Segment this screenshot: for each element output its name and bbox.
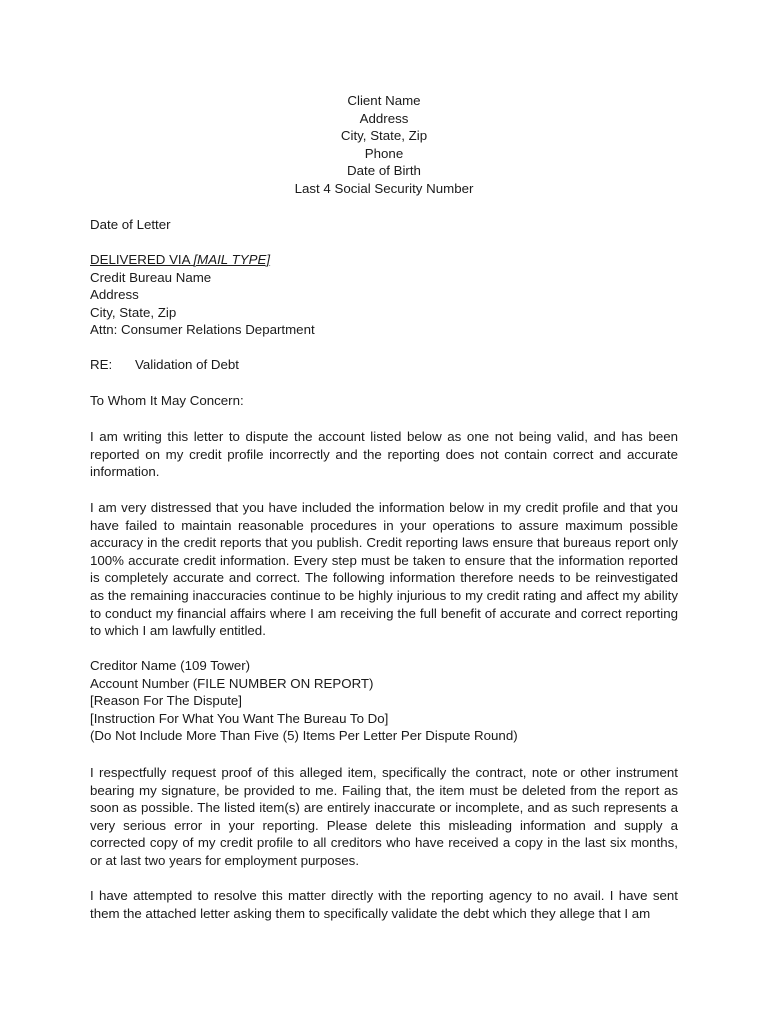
client-address: Address [359,110,409,126]
paragraph-distress: I am very distressed that you have included the information below in my credit profile and that you have failed to maintain reasonable procedures in your operations to assure maximum possible accuracy in the credit reports that you publish. Credit reporting laws ensure that bureaus report only 100% accurate credit information. Every step must be taken to ensure that the information reported is completely accurate and correct. The following information therefore needs to be reinvestigated as the remaining inaccuracies continue to be highly injurious to my credit rating and affect my ability to conduct my financial affairs where I am receiving the full benefit of accurate and correct reporting to which I am lawfully entitled. [90,500,678,639]
recipient-address: Address [90,287,139,303]
delivery-prefix: DELIVERED VIA [90,252,194,267]
salutation-block [90,392,678,410]
recipient-bureau-name: Credit Bureau Name [90,269,212,285]
paragraph-intro: I am writing this letter to dispute the account listed below as one not being valid, and has been reported on my credit profile incorrectly and the reporting does not contain correct and accurate information. [90,429,678,480]
client-phone: Phone [364,145,404,161]
client-date-of-birth: Date of Birth [347,163,421,179]
salutation: To Whom It May Concern: [90,393,244,408]
client-ssn-last4: Last 4 Social Security Number [294,180,474,196]
item-account-number: Account Number (FILE NUMBER ON REPORT) [90,675,374,691]
item-bureau-instruction: [Instruction For What You Want The Bureau To Do] [90,710,389,726]
date-of-letter: Date of Letter [90,217,171,232]
recipient-block [90,251,678,339]
re-subject: Validation of Debt [135,357,239,372]
recipient-city-state-zip: City, State, Zip [90,304,177,320]
recipient-attention: Attn: Consumer Relations Department [90,322,315,338]
date-of-letter-block [90,216,678,234]
mail-type-placeholder: [MAIL TYPE] [193,252,271,267]
delivery-line [90,251,678,269]
re-label: RE: [90,357,113,372]
item-creditor-name: Creditor Name (109 Tower) [90,658,251,673]
paragraph-proof-request: I respectfully request proof of this alleged item, specifically the contract, note or other instrument bearing my signature, be provided to me. Failing that, the item must be deleted from the report as soon as possible. The listed item(s) are entirely inaccurate or incomplete, and as such represents a very serious error in your reporting. Please delete this misleading information and supply a corrected copy of my credit profile to all creditors who have received a copy in the last six months, or at last two years for employment purposes. [90,765,678,868]
paragraph-resolution-attempt: I have attempted to resolve this matter directly with the reporting agency to no avail. I have sent them the attached letter asking them to specifically validate the debt which they allege that I am [90,888,678,921]
client-city-state-zip: City, State, Zip [340,128,428,144]
re-line [90,356,678,374]
client-name: Client Name [347,93,421,108]
dispute-items-list [90,657,678,745]
item-dispute-reason: [Reason For The Dispute] [90,693,243,709]
item-limit-note: (Do Not Include More Than Five (5) Items Per Letter Per Dispute Round) [90,728,518,744]
client-info-header [0,92,768,198]
